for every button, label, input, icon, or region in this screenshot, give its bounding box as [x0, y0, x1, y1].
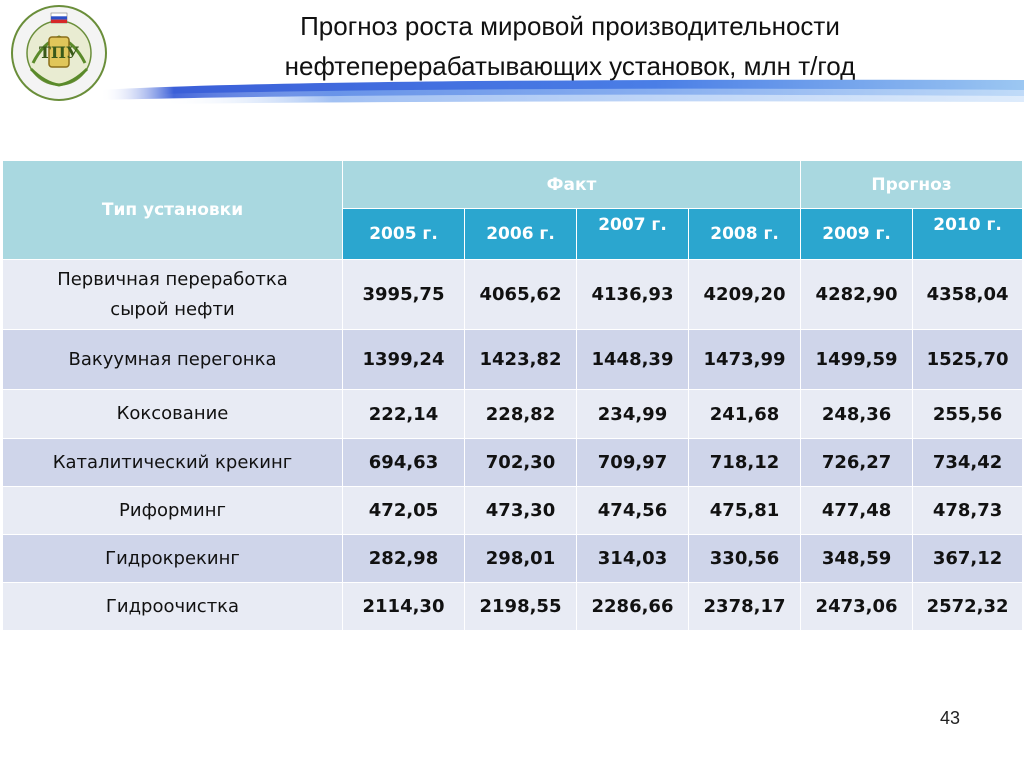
row-label-line: Первичная переработка — [57, 268, 288, 290]
table-cell: 726,27 — [801, 439, 913, 487]
university-logo — [3, 3, 115, 103]
table-cell: 228,82 — [465, 390, 577, 439]
table-cell: 4358,04 — [913, 260, 1023, 330]
table-cell: 248,36 — [801, 390, 913, 439]
table-cell: 2198,55 — [465, 583, 577, 631]
table-cell: 1499,59 — [801, 330, 913, 390]
table-cell: 1399,24 — [343, 330, 465, 390]
table-cell: 1525,70 — [913, 330, 1023, 390]
header-year: 2007 г. — [577, 209, 689, 260]
table-cell: 709,97 — [577, 439, 689, 487]
header-year: 2008 г. — [689, 209, 801, 260]
header-year: 2010 г. — [913, 209, 1023, 260]
table-row — [3, 535, 1023, 583]
decorative-swoosh — [100, 70, 1024, 108]
table-row — [3, 583, 1023, 631]
table-cell: 2286,66 — [577, 583, 689, 631]
table-cell: 1448,39 — [577, 330, 689, 390]
row-label-line: сырой нефти — [110, 298, 235, 320]
table-cell: 1423,82 — [465, 330, 577, 390]
header-forecast: Прогноз — [801, 161, 1023, 209]
table-cell: 4282,90 — [801, 260, 913, 330]
table-cell: 241,68 — [689, 390, 801, 439]
header-fact: Факт — [343, 161, 801, 209]
table-row — [3, 330, 1023, 390]
table-cell: 1473,99 — [689, 330, 801, 390]
header-year: 2006 г. — [465, 209, 577, 260]
table-cell: 2378,17 — [689, 583, 801, 631]
table-cell: 282,98 — [343, 535, 465, 583]
table-cell: 4209,20 — [689, 260, 801, 330]
row-label: Каталитический крекинг — [3, 439, 343, 487]
row-label: Гидрокрекинг — [3, 535, 343, 583]
table-cell: 330,56 — [689, 535, 801, 583]
header-year: 2009 г. — [801, 209, 913, 260]
table-cell: 702,30 — [465, 439, 577, 487]
table-cell: 3995,75 — [343, 260, 465, 330]
university-emblem-icon — [3, 3, 115, 103]
table-cell: 2114,30 — [343, 583, 465, 631]
table-cell: 734,42 — [913, 439, 1023, 487]
table-row — [3, 390, 1023, 439]
table-cell: 348,59 — [801, 535, 913, 583]
table-cell: 472,05 — [343, 487, 465, 535]
table-cell: 694,63 — [343, 439, 465, 487]
table-cell: 314,03 — [577, 535, 689, 583]
table-row — [3, 439, 1023, 487]
title-line-2: нефтеперерабатывающих установок, млн т/год — [284, 51, 856, 81]
table-cell: 2572,32 — [913, 583, 1023, 631]
table-cell: 4065,62 — [465, 260, 577, 330]
production-table — [2, 160, 1023, 631]
table-cell: 473,30 — [465, 487, 577, 535]
table-cell: 474,56 — [577, 487, 689, 535]
table-cell: 222,14 — [343, 390, 465, 439]
page-number: 43 — [939, 708, 961, 728]
table-cell: 255,56 — [913, 390, 1023, 439]
table-cell: 475,81 — [689, 487, 801, 535]
table-cell: 2473,06 — [801, 583, 913, 631]
table-cell: 4136,93 — [577, 260, 689, 330]
table-cell: 477,48 — [801, 487, 913, 535]
table-row — [3, 487, 1023, 535]
table-cell: 478,73 — [913, 487, 1023, 535]
row-label: Гидроочистка — [3, 583, 343, 631]
row-label — [3, 260, 343, 330]
header-type: Тип установки — [3, 161, 343, 260]
row-label: Вакуумная перегонка — [3, 330, 343, 390]
row-label: Риформинг — [3, 487, 343, 535]
table-cell: 234,99 — [577, 390, 689, 439]
svg-text:ТПУ: ТПУ — [39, 43, 79, 62]
header-year: 2005 г. — [343, 209, 465, 260]
table-cell: 298,01 — [465, 535, 577, 583]
table-cell: 367,12 — [913, 535, 1023, 583]
table-cell: 718,12 — [689, 439, 801, 487]
table-row — [3, 260, 1023, 330]
row-label: Коксование — [3, 390, 343, 439]
title-line-1: Прогноз роста мировой производительности — [300, 11, 840, 41]
